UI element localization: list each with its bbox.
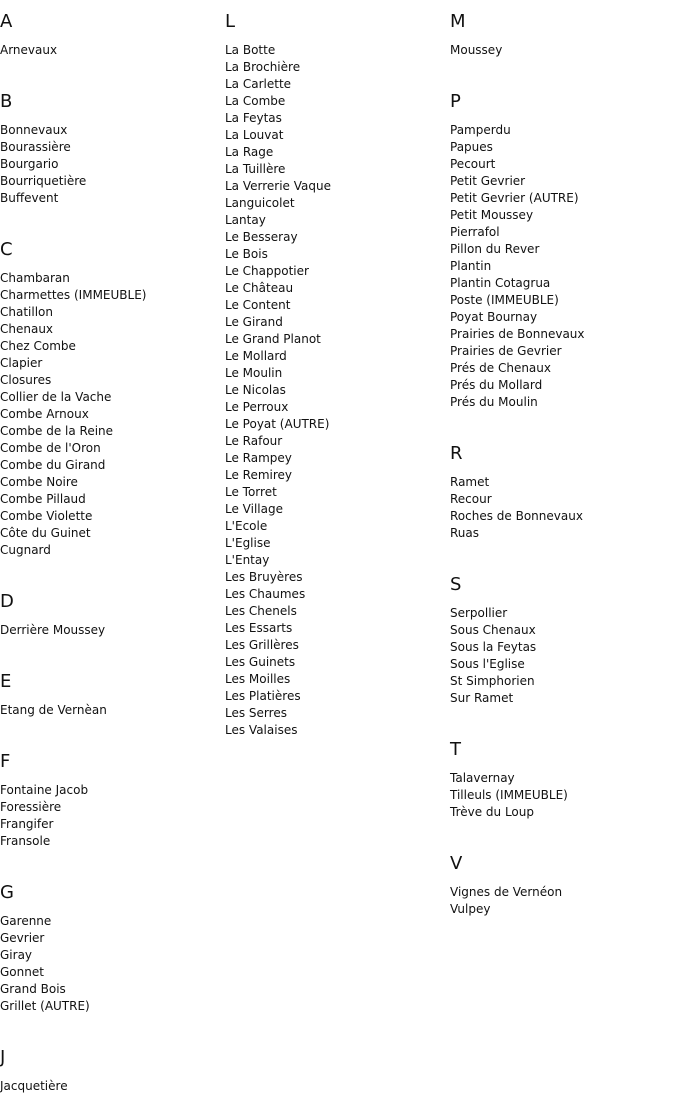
place-link-combe-pillaud[interactable]: Combe Pillaud — [0, 492, 86, 506]
place-list — [450, 884, 670, 918]
place-link-les-grilleres[interactable]: Les Grillères — [225, 638, 299, 652]
place-link-grand-bois[interactable]: Grand Bois — [0, 982, 66, 996]
place-link-le-chappotier[interactable]: Le Chappotier — [225, 264, 309, 278]
place-link-papues[interactable]: Papues — [450, 140, 493, 154]
place-link-le-bois[interactable]: Le Bois — [225, 247, 268, 261]
place-link-poste-immeuble[interactable]: Poste (IMMEUBLE) — [450, 293, 559, 307]
place-link-bonnevaux[interactable]: Bonnevaux — [0, 123, 68, 137]
place-link-le-torret[interactable]: Le Torret — [225, 485, 277, 499]
place-link-la-feytas[interactable]: La Feytas — [225, 111, 282, 125]
place-link-la-tuillere[interactable]: La Tuillère — [225, 162, 286, 176]
place-link-bourgario[interactable]: Bourgario — [0, 157, 59, 171]
letter-heading-d: D — [0, 591, 14, 612]
letter-group-l — [225, 0, 445, 739]
place-list — [450, 42, 670, 59]
place-link-les-chenels[interactable]: Les Chenels — [225, 604, 297, 618]
place-link-combe-arnoux[interactable]: Combe Arnoux — [0, 407, 89, 421]
place-link-l-entay[interactable]: L'Entay — [225, 553, 270, 567]
place-link-le-rafour[interactable]: Le Rafour — [225, 434, 283, 448]
letter-group-d — [0, 580, 220, 639]
letter-heading-l: L — [225, 11, 236, 32]
letter-heading-j: J — [0, 1047, 6, 1068]
place-link-vulpey[interactable]: Vulpey — [450, 902, 491, 916]
letter-heading-g: G — [0, 882, 14, 903]
place-link-l-ecole[interactable]: L'Ecole — [225, 519, 268, 533]
place-link-la-rage[interactable]: La Rage — [225, 145, 274, 159]
letter-group-c — [0, 228, 220, 559]
place-link-les-platieres[interactable]: Les Platières — [225, 689, 301, 703]
place-link-ruas[interactable]: Ruas — [450, 526, 480, 540]
place-link-chatillon[interactable]: Chatillon — [0, 305, 53, 319]
place-link-combe-violette[interactable]: Combe Violette — [0, 509, 93, 523]
place-link-l-eglise[interactable]: L'Eglise — [225, 536, 271, 550]
place-link-la-verrerie-vaque[interactable]: La Verrerie Vaque — [225, 179, 331, 193]
place-link-arnevaux[interactable]: Arnevaux — [0, 43, 58, 57]
letter-group-m — [450, 0, 670, 59]
place-link-garenne[interactable]: Garenne — [0, 914, 52, 928]
place-link-sur-ramet[interactable]: Sur Ramet — [450, 691, 514, 705]
place-link-moussey[interactable]: Moussey — [450, 43, 503, 57]
place-list — [225, 42, 445, 739]
place-link-la-carlette[interactable]: La Carlette — [225, 77, 292, 91]
place-list — [0, 1078, 220, 1095]
place-link-pres-du-mollard[interactable]: Prés du Mollard — [450, 378, 543, 392]
letter-group-j — [0, 1036, 220, 1095]
letter-heading-p: P — [450, 91, 461, 112]
place-link-la-botte[interactable]: La Botte — [225, 43, 276, 57]
place-link-sous-chenaux[interactable]: Sous Chenaux — [450, 623, 536, 637]
place-link-buffevent[interactable]: Buffevent — [0, 191, 59, 205]
place-link-les-guinets[interactable]: Les Guinets — [225, 655, 296, 669]
place-link-gevrier[interactable]: Gevrier — [0, 931, 45, 945]
place-link-sous-l-eglise[interactable]: Sous l'Eglise — [450, 657, 525, 671]
letter-heading-a: A — [0, 11, 13, 32]
place-link-tilleuls-immeuble[interactable]: Tilleuls (IMMEUBLE) — [450, 788, 568, 802]
place-list — [450, 770, 670, 821]
place-link-vignes-de-verneon[interactable]: Vignes de Vernéon — [450, 885, 563, 899]
place-link-combe-de-la-reine[interactable]: Combe de la Reine — [0, 424, 114, 438]
place-link-les-serres[interactable]: Les Serres — [225, 706, 287, 720]
place-link-la-louvat[interactable]: La Louvat — [225, 128, 284, 142]
place-list — [0, 702, 220, 719]
letter-heading-f: F — [0, 751, 11, 772]
place-link-gonnet[interactable]: Gonnet — [0, 965, 44, 979]
letter-heading-t: T — [450, 739, 461, 760]
letter-group-e — [0, 660, 220, 719]
place-link-le-moulin[interactable]: Le Moulin — [225, 366, 283, 380]
place-list — [0, 122, 220, 207]
place-link-le-grand-planot[interactable]: Le Grand Planot — [225, 332, 321, 346]
place-link-closures[interactable]: Closures — [0, 373, 52, 387]
place-link-foressiere[interactable]: Foressière — [0, 800, 62, 814]
letter-group-g — [0, 871, 220, 1015]
letter-heading-v: V — [450, 853, 463, 874]
letter-heading-s: S — [450, 574, 462, 595]
place-list — [0, 913, 220, 1015]
column-3 — [450, 0, 670, 939]
place-link-le-rampey[interactable]: Le Rampey — [225, 451, 292, 465]
place-link-petit-moussey[interactable]: Petit Moussey — [450, 208, 534, 222]
place-link-chambaran[interactable]: Chambaran — [0, 271, 70, 285]
letter-heading-b: B — [0, 91, 13, 112]
place-link-lantay[interactable]: Lantay — [225, 213, 266, 227]
place-link-bourriquetiere[interactable]: Bourriquetière — [0, 174, 87, 188]
place-link-les-essarts[interactable]: Les Essarts — [225, 621, 293, 635]
column-1 — [0, 0, 220, 1116]
place-link-combe-noire[interactable]: Combe Noire — [0, 475, 78, 489]
place-link-la-brochiere[interactable]: La Brochière — [225, 60, 301, 74]
place-link-prairies-de-gevrier[interactable]: Prairies de Gevrier — [450, 344, 562, 358]
place-link-le-chateau[interactable]: Le Château — [225, 281, 294, 295]
place-list — [450, 605, 670, 707]
place-link-le-content[interactable]: Le Content — [225, 298, 291, 312]
place-link-petit-gevrier-autre[interactable]: Petit Gevrier (AUTRE) — [450, 191, 579, 205]
place-link-collier-de-la-vache[interactable]: Collier de la Vache — [0, 390, 112, 404]
place-link-giray[interactable]: Giray — [0, 948, 33, 962]
letter-heading-e: E — [0, 671, 12, 692]
place-list — [0, 622, 220, 639]
place-link-chez-combe[interactable]: Chez Combe — [0, 339, 76, 353]
place-link-charmettes-immeuble[interactable]: Charmettes (IMMEUBLE) — [0, 288, 147, 302]
place-link-frangifer[interactable]: Frangifer — [0, 817, 54, 831]
place-link-etang-de-vernean[interactable]: Etang de Vernèan — [0, 703, 107, 717]
place-link-treve-du-loup[interactable]: Trève du Loup — [450, 805, 534, 819]
place-link-le-besseray[interactable]: Le Besseray — [225, 230, 298, 244]
place-link-prairies-de-bonnevaux[interactable]: Prairies de Bonnevaux — [450, 327, 585, 341]
letter-group-t — [450, 728, 670, 821]
place-link-bourassiere[interactable]: Bourassière — [0, 140, 71, 154]
place-link-combe-du-girand[interactable]: Combe du Girand — [0, 458, 106, 472]
place-link-le-village[interactable]: Le Village — [225, 502, 283, 516]
place-link-jacquetiere[interactable]: Jacquetière — [0, 1079, 68, 1093]
place-link-pres-du-moulin[interactable]: Prés du Moulin — [450, 395, 538, 409]
place-link-poyat-bournay[interactable]: Poyat Bournay — [450, 310, 538, 324]
place-link-la-combe[interactable]: La Combe — [225, 94, 286, 108]
letter-heading-c: C — [0, 239, 13, 260]
letter-group-p — [450, 80, 670, 411]
place-link-talavernay[interactable]: Talavernay — [450, 771, 515, 785]
place-link-grillet-autre[interactable]: Grillet (AUTRE) — [0, 999, 90, 1013]
letter-heading-m: M — [450, 11, 466, 32]
place-link-fransole[interactable]: Fransole — [0, 834, 51, 848]
place-link-fontaine-jacob[interactable]: Fontaine Jacob — [0, 783, 89, 797]
letter-group-a — [0, 0, 220, 59]
letter-group-b — [0, 80, 220, 207]
place-list — [450, 474, 670, 542]
place-link-petit-gevrier[interactable]: Petit Gevrier — [450, 174, 526, 188]
place-link-serpollier[interactable]: Serpollier — [450, 606, 508, 620]
place-link-roches-de-bonnevaux[interactable]: Roches de Bonnevaux — [450, 509, 583, 523]
place-link-sous-la-feytas[interactable]: Sous la Feytas — [450, 640, 537, 654]
place-link-clapier[interactable]: Clapier — [0, 356, 43, 370]
place-link-le-girand[interactable]: Le Girand — [225, 315, 283, 329]
letter-group-r — [450, 432, 670, 542]
column-2 — [225, 0, 445, 760]
place-link-pillon-du-rever[interactable]: Pillon du Rever — [450, 242, 540, 256]
place-link-languicolet[interactable]: Languicolet — [225, 196, 295, 210]
letter-group-v — [450, 842, 670, 918]
place-link-pierrafol[interactable]: Pierrafol — [450, 225, 500, 239]
letter-group-f — [0, 740, 220, 850]
place-link-chenaux[interactable]: Chenaux — [0, 322, 54, 336]
place-link-ramet[interactable]: Ramet — [450, 475, 490, 489]
place-link-plantin-cotagrua[interactable]: Plantin Cotagrua — [450, 276, 551, 290]
place-link-derriere-moussey[interactable]: Derrière Moussey — [0, 623, 106, 637]
place-link-le-perroux[interactable]: Le Perroux — [225, 400, 289, 414]
place-link-pecourt[interactable]: Pecourt — [450, 157, 496, 171]
place-link-plantin[interactable]: Plantin — [450, 259, 492, 273]
place-link-les-bruyeres[interactable]: Les Bruyères — [225, 570, 303, 584]
place-link-le-poyat-autre[interactable]: Le Poyat (AUTRE) — [225, 417, 330, 431]
place-link-le-mollard[interactable]: Le Mollard — [225, 349, 287, 363]
place-list — [0, 42, 220, 59]
place-list — [0, 782, 220, 850]
place-link-recour[interactable]: Recour — [450, 492, 492, 506]
place-link-le-remirey[interactable]: Le Remirey — [225, 468, 293, 482]
place-link-les-moilles[interactable]: Les Moilles — [225, 672, 291, 686]
letter-heading-r: R — [450, 443, 463, 464]
place-link-combe-de-l-oron[interactable]: Combe de l'Oron — [0, 441, 101, 455]
place-link-les-valaises[interactable]: Les Valaises — [225, 723, 298, 737]
place-list — [0, 270, 220, 559]
place-link-cugnard[interactable]: Cugnard — [0, 543, 51, 557]
place-link-le-nicolas[interactable]: Le Nicolas — [225, 383, 286, 397]
place-link-cote-du-guinet[interactable]: Côte du Guinet — [0, 526, 91, 540]
place-link-pamperdu[interactable]: Pamperdu — [450, 123, 511, 137]
place-link-st-simphorien[interactable]: St Simphorien — [450, 674, 535, 688]
letter-group-s — [450, 563, 670, 707]
place-link-pres-de-chenaux[interactable]: Prés de Chenaux — [450, 361, 551, 375]
place-link-les-chaumes[interactable]: Les Chaumes — [225, 587, 306, 601]
place-list — [450, 122, 670, 411]
